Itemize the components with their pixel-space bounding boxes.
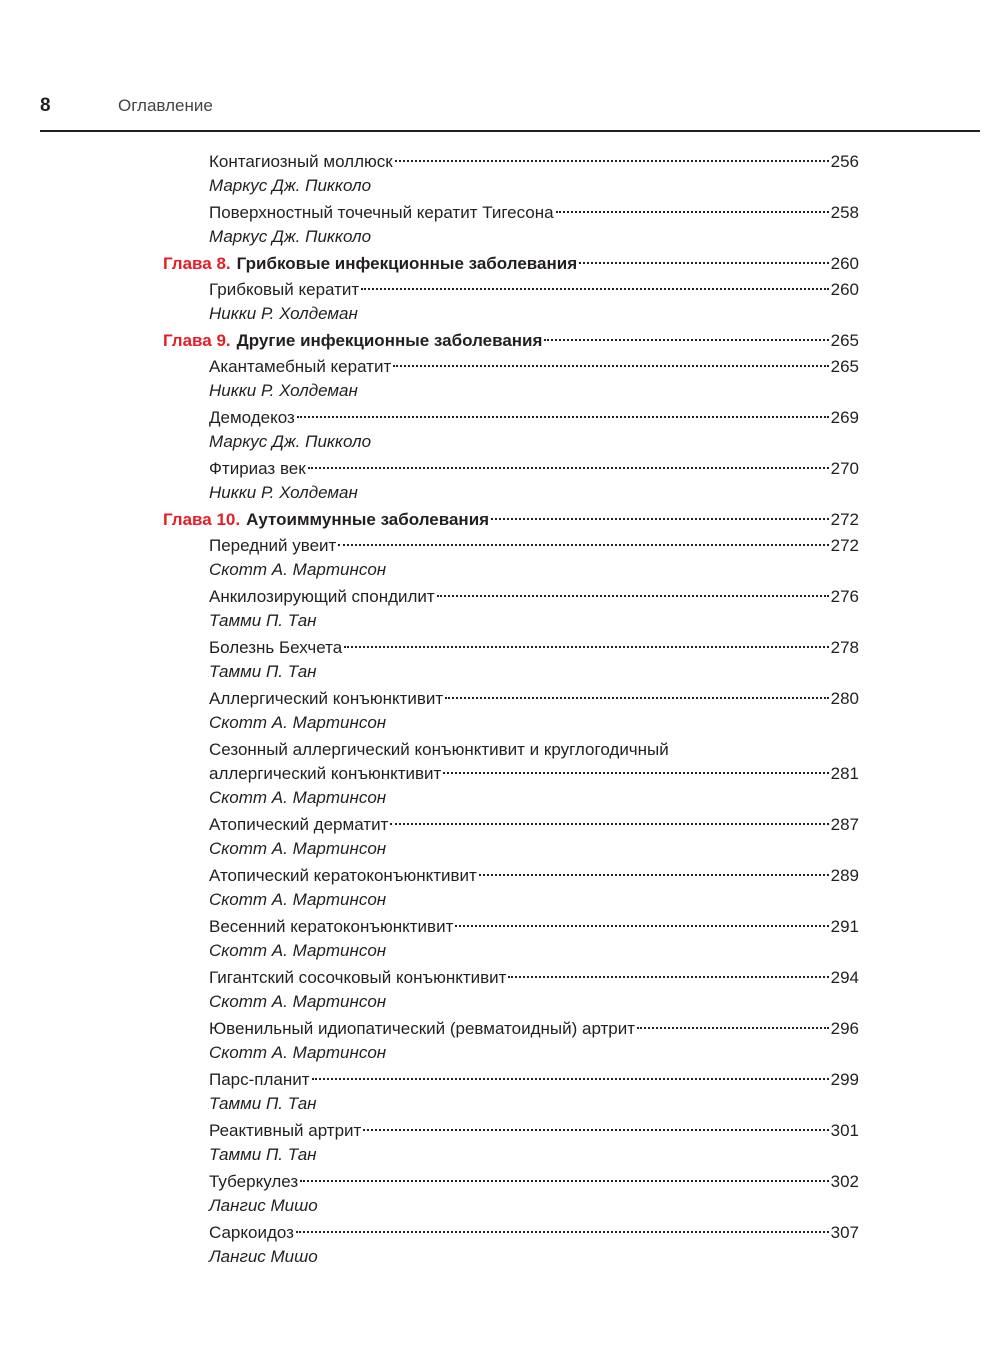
toc-entry[interactable] [0,150,1000,197]
toc-entry[interactable] [0,1221,1000,1268]
leader-dots [437,595,829,597]
entry-author: Скотт А. Мартинсон [209,713,387,732]
toc-entry[interactable] [0,738,1000,809]
entry-title: Туберкулез [209,1172,299,1191]
leader-dots [445,697,828,699]
leader-dots [508,976,828,978]
toc-entry[interactable] [0,687,1000,734]
entry-page: 276 [830,587,859,606]
entry-page: 302 [830,1172,859,1191]
entry-page: 291 [830,917,859,936]
toc-entry[interactable] [0,585,1000,632]
chapter-title: Грибковые инфекционные заболевания [236,254,578,273]
chapter-number: Глава 8. [163,254,231,273]
running-title: Оглавление [118,96,213,115]
entry-page: 258 [830,203,859,222]
chapter-heading[interactable] [0,508,1000,534]
entry-author: Скотт А. Мартинсон [209,560,387,579]
entry-page: 301 [830,1121,859,1140]
chapter-heading[interactable] [0,252,1000,278]
toc-entry[interactable] [0,1068,1000,1115]
entry-page: 269 [830,408,859,427]
entry-author: Скотт А. Мартинсон [209,1043,387,1062]
entry-author: Тамми П. Тан [209,611,317,630]
toc-entry[interactable] [0,457,1000,504]
leader-dots [479,874,829,876]
entry-title: Грибковый кератит [209,280,360,299]
entry-page: 307 [830,1223,859,1242]
entry-author: Лангис Мишо [209,1196,318,1215]
entry-page: 281 [830,764,859,783]
entry-title: Болезнь Бехчета [209,638,343,657]
leader-dots [300,1180,828,1182]
entry-title: Атопический кератоконъюнктивит [209,866,477,885]
entry-title: аллергический конъюнктивит [209,764,442,783]
toc-entry[interactable] [0,278,1000,325]
toc-entry[interactable] [0,915,1000,962]
toc-entry[interactable] [0,355,1000,402]
entry-author: Скотт А. Мартинсон [209,788,387,807]
chapter-number: Глава 10. [163,510,241,529]
leader-dots [361,288,828,290]
entry-page: 272 [830,536,859,555]
entry-title: Ювенильный идиопатический (ревматоидный) артрит [209,1019,636,1038]
leader-dots [455,925,828,927]
table-of-contents [0,150,1000,1272]
toc-entry[interactable] [0,636,1000,683]
entry-title: Парс-планит [209,1070,310,1089]
entry-title: Передний увеит [209,536,337,555]
entry-page: 270 [830,459,859,478]
chapter-page: 265 [830,331,859,350]
page-header [40,95,980,121]
entry-page: 299 [830,1070,859,1089]
toc-entry[interactable] [0,534,1000,581]
entry-title: Весенний кератоконъюнктивит [209,917,454,936]
entry-page: 265 [830,357,859,376]
toc-entry[interactable] [0,1119,1000,1166]
chapter-number: Глава 9. [163,331,231,350]
leader-dots [579,262,829,264]
entry-page: 256 [830,152,859,171]
leader-dots [556,211,829,213]
entry-author: Скотт А. Мартинсон [209,941,387,960]
entry-title: Анкилозирующий спондилит [209,587,435,606]
chapter-title: Аутоиммунные заболевания [246,510,490,529]
toc-entry[interactable] [0,864,1000,911]
leader-dots [308,467,829,469]
entry-title: Гигантский сосочковый конъюнктивит [209,968,507,987]
entry-author: Скотт А. Мартинсон [209,992,387,1011]
leader-dots [338,544,828,546]
entry-author: Тамми П. Тан [209,1094,317,1113]
entry-page: 287 [830,815,859,834]
leader-dots [296,1231,829,1233]
leader-dots [390,823,828,825]
entry-author: Скотт А. Мартинсон [209,890,387,909]
chapter-page: 272 [830,510,859,529]
entry-title: Поверхностный точечный кератит Тигесона [209,203,554,222]
entry-title-line1: Сезонный аллергический конъюнктивит и круглогодичный [209,740,669,759]
entry-author: Маркус Дж. Пикколо [209,227,372,246]
entry-author: Маркус Дж. Пикколо [209,432,372,451]
leader-dots [312,1078,829,1080]
entry-page: 289 [830,866,859,885]
entry-title: Фтириаз век [209,459,306,478]
entry-author: Никки Р. Холдеман [209,483,358,502]
entry-author: Лангис Мишо [209,1247,318,1266]
toc-entry[interactable] [0,813,1000,860]
chapter-title: Другие инфекционные заболевания [236,331,543,350]
entry-title: Атопический дерматит [209,815,389,834]
page-number: 8 [40,95,51,116]
leader-dots [344,646,828,648]
leader-dots [443,772,828,774]
toc-entry[interactable] [0,1170,1000,1217]
leader-dots [544,339,828,341]
entry-author: Тамми П. Тан [209,1145,317,1164]
chapter-heading[interactable] [0,329,1000,355]
entry-title: Контагиозный моллюск [209,152,393,171]
entry-title: Саркоидоз [209,1223,294,1242]
leader-dots [395,160,829,162]
entry-title: Аллергический конъюнктивит [209,689,444,708]
entry-author: Тамми П. Тан [209,662,317,681]
entry-page: 280 [830,689,859,708]
leader-dots [363,1129,828,1131]
entry-author: Никки Р. Холдеман [209,381,358,400]
toc-entry[interactable] [0,201,1000,248]
entry-title: Акантамебный кератит [209,357,392,376]
toc-entry[interactable] [0,966,1000,1013]
chapter-page: 260 [830,254,859,273]
entry-author: Никки Р. Холдеман [209,304,358,323]
leader-dots [637,1027,829,1029]
header-rule [40,130,980,132]
entry-page: 294 [830,968,859,987]
entry-page: 278 [830,638,859,657]
entry-page: 296 [830,1019,859,1038]
entry-page: 260 [830,280,859,299]
entry-title: Реактивный артрит [209,1121,362,1140]
leader-dots [393,365,828,367]
leader-dots [297,416,829,418]
entry-author: Маркус Дж. Пикколо [209,176,372,195]
entry-title: Демодекоз [209,408,295,427]
entry-author: Скотт А. Мартинсон [209,839,387,858]
toc-entry[interactable] [0,406,1000,453]
leader-dots [491,518,829,520]
toc-entry[interactable] [0,1017,1000,1064]
